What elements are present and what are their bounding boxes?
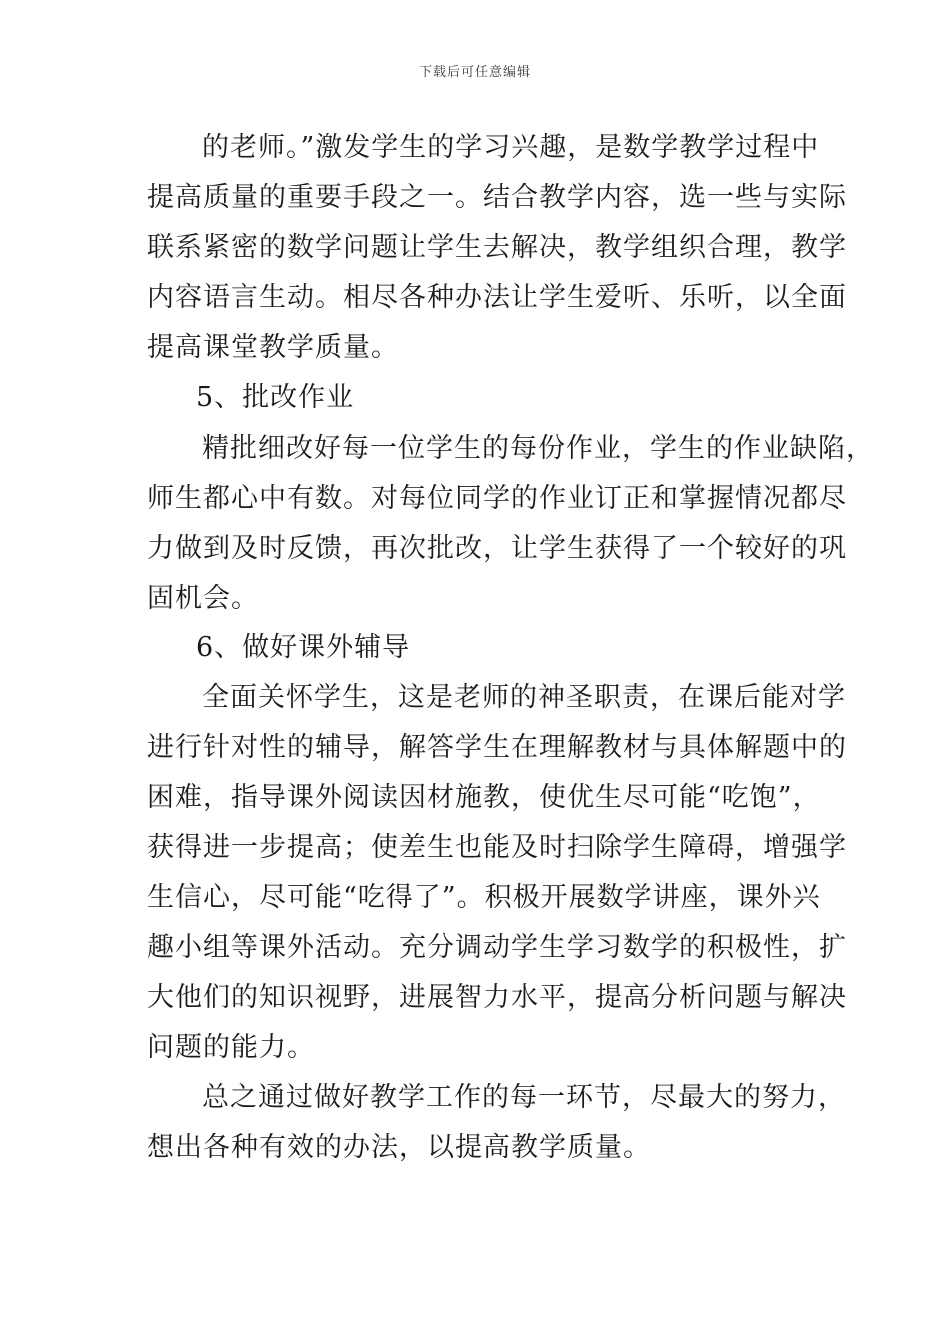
- paragraph-line: 总之通过做好教学工作的每一环节，尽最大的努力，: [202, 1082, 846, 1113]
- paragraph-line: 固机会。: [147, 583, 259, 614]
- paragraph-line: 进行针对性的辅导，解答学生在理解教材与具体解题中的: [147, 732, 847, 763]
- paragraph-line: 大他们的知识视野，进展智力水平，提高分析问题与解决: [147, 982, 847, 1013]
- paragraph-line: 趣小组等课外活动。充分调动学生学习数学的积极性，扩: [147, 932, 847, 963]
- paragraph-line: 提高质量的重要手段之一。结合教学内容，选一些与实际: [147, 182, 847, 213]
- paragraph-line: 的老师。”激发学生的学习兴趣，是数学教学过程中: [202, 132, 820, 163]
- section-heading: 6、做好课外辅导: [196, 632, 411, 663]
- page-header: 下载后可任意编辑: [418, 65, 531, 80]
- paragraph-line: 师生都心中有数。对每位同学的作业订正和掌握情况都尽: [147, 483, 847, 514]
- paragraph-line: 问题的能力。: [147, 1032, 315, 1063]
- paragraph-line: 全面关怀学生，这是老师的神圣职责，在课后能对学: [202, 682, 846, 713]
- section-heading: 5、批改作业: [196, 382, 355, 413]
- paragraph-line: 想出各种有效的办法，以提高教学质量。: [147, 1132, 651, 1163]
- paragraph-line: 联系紧密的数学问题让学生去解决，教学组织合理，教学: [147, 232, 847, 263]
- paragraph-line: 力做到及时反馈，再次批改，让学生获得了一个较好的巩: [147, 533, 847, 564]
- paragraph-line: 精批细改好每一位学生的每份作业，学生的作业缺陷，: [202, 433, 874, 464]
- paragraph-line: 获得进一步提高；使差生也能及时扫除学生障碍，增强学: [147, 832, 847, 863]
- paragraph-line: 提高课堂教学质量。: [147, 332, 399, 363]
- paragraph-line: 生信心，尽可能“吃得了”。积极开展数学讲座，课外兴: [147, 882, 821, 913]
- paragraph-line: 内容语言生动。相尽各种办法让学生爱听、乐听，以全面: [147, 282, 847, 313]
- paragraph-line: 困难，指导课外阅读因材施教，使优生尽可能“吃饱”，: [147, 782, 821, 813]
